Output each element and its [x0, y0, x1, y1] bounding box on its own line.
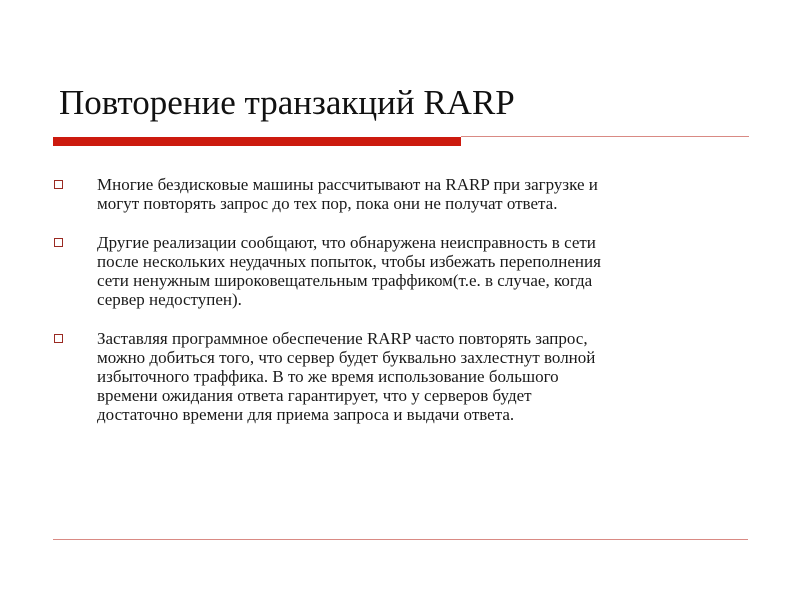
square-bullet-icon [54, 238, 63, 247]
square-bullet-icon [54, 334, 63, 343]
title-accent-bar [53, 137, 461, 146]
bullet-list [52, 175, 752, 444]
bullet-item-3 [52, 329, 752, 424]
bullet-item-1 [52, 175, 752, 213]
bullet-text-line: избыточного траффика. В то же время использование большого [97, 367, 559, 386]
bullet-text-line: сервер недоступен). [97, 290, 242, 309]
bullet-text-line: Другие реализации сообщают, что обнаружена неисправность в сети [97, 233, 596, 252]
title-divider-line [461, 136, 749, 137]
bullet-text-line: Заставляя программное обеспечение RARP часто повторять запрос, [97, 329, 588, 348]
slide-title: Повторение транзакций RARP [59, 83, 515, 122]
bullet-text-line: можно добиться того, что сервер будет буквально захлестнут волной [97, 348, 596, 367]
bullet-text-line: достаточно времени для приема запроса и выдачи ответа. [97, 405, 515, 424]
bullet-text-line: Многие бездисковые машины рассчитывают на RARP при загрузке и [97, 175, 598, 194]
bullet-text-line: времени ожидания ответа гарантирует, что у серверов будет [97, 386, 532, 405]
bullet-text-line: могут повторять запрос до тех пор, пока они не получат ответа. [97, 194, 558, 213]
bullet-item-2 [52, 233, 752, 309]
bottom-divider-line [53, 539, 748, 540]
bullet-text-line: сети ненужным широковещательным траффиком(т.е. в случае, когда [97, 271, 593, 290]
square-bullet-icon [54, 180, 63, 189]
bullet-text-line: после нескольких неудачных попыток, чтобы избежать переполнения [97, 252, 601, 271]
